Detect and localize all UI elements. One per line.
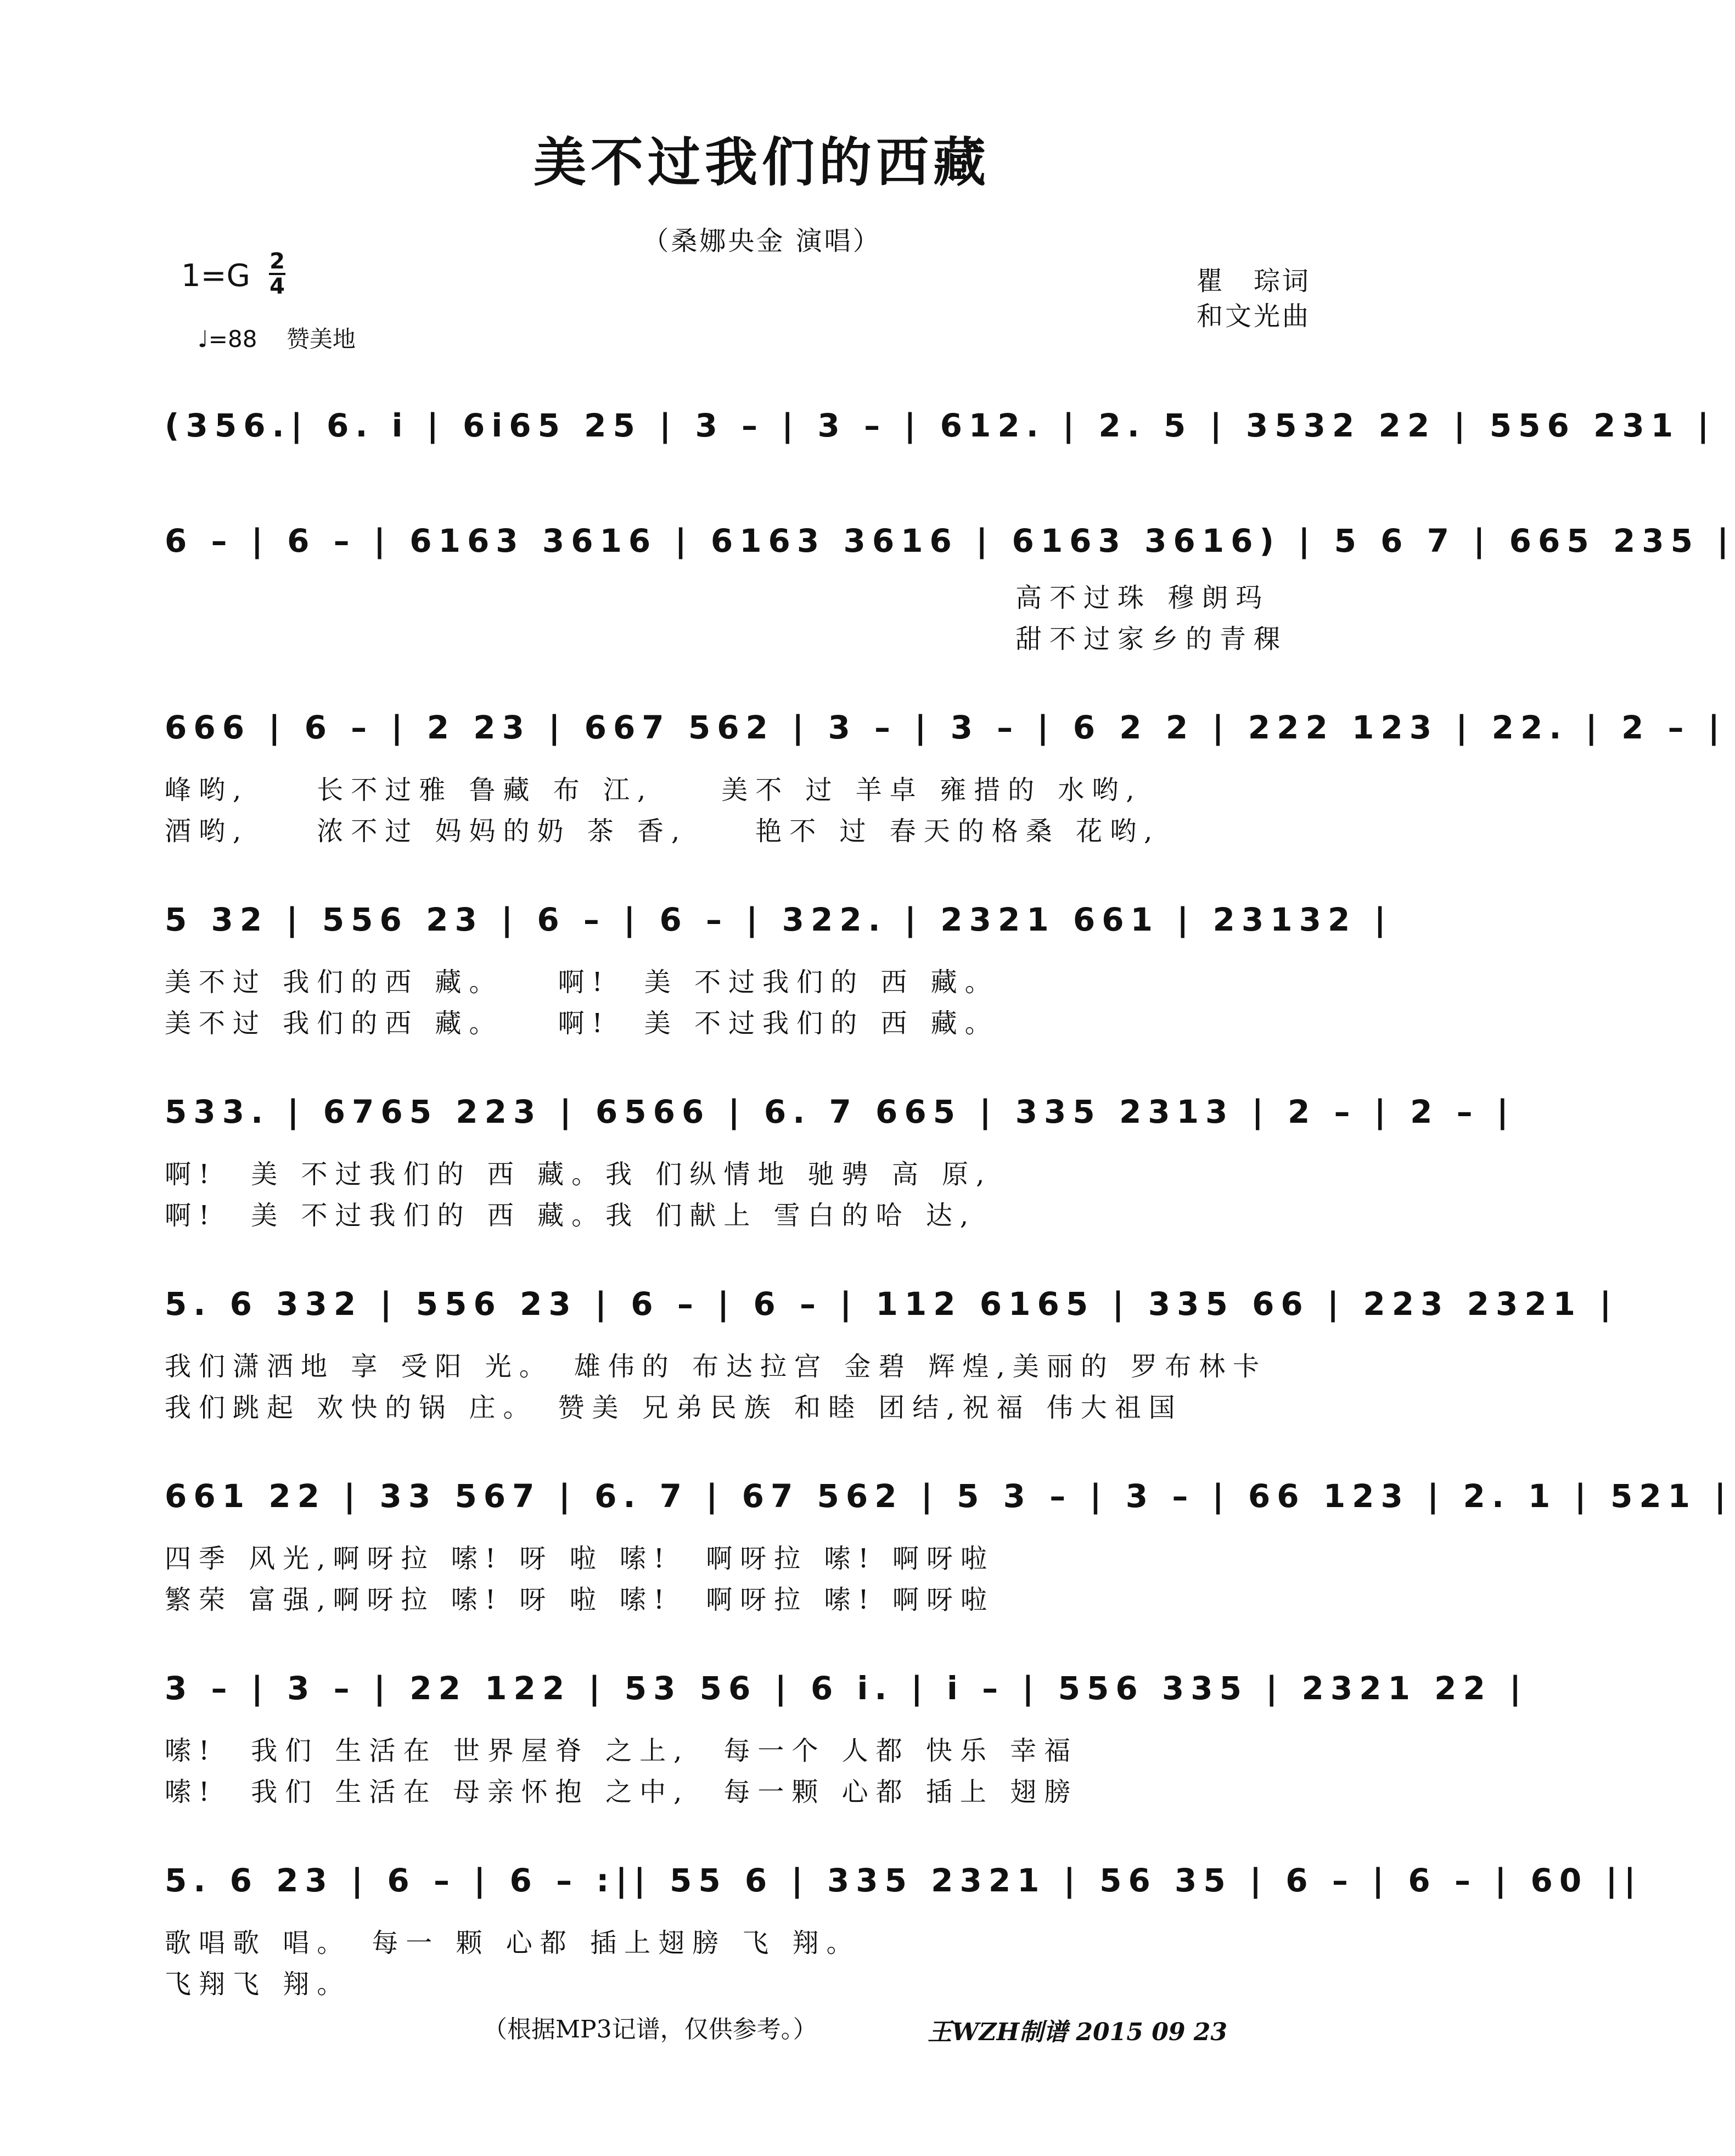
score-system-9 xyxy=(165,1845,1642,1916)
time-signature-top: 2 xyxy=(269,249,285,274)
lyric-line-verse-2: 啊! 美 不过我们的 西 藏。我 们献上 雪白的哈 达, xyxy=(165,1200,976,1231)
lyric-line-verse-2: 繁荣 富强,啊呀拉 嗦! 呀 啦 嗦! 啊呀拉 嗦! 啊呀啦 xyxy=(165,1584,995,1615)
lyric-line-verse-1: 峰哟, 长不过雅 鲁藏 布 江, 美不 过 羊卓 雍措的 水哟, xyxy=(165,775,1142,805)
notation-line: 5. 6 332 | 556 23 | 6 – | 6 – | 112 6165 | 335 66 | 223 2321 | xyxy=(165,1285,1618,1323)
lyric-line-verse-1: 嗦! 我们 生活在 世界屋脊 之上, 每一个 人都 快乐 幸福 xyxy=(165,1735,1079,1766)
lyric-line-verse-1: 啊! 美 不过我们的 西 藏。我 们纵情地 驰骋 高 原, xyxy=(165,1159,992,1190)
singer-credit: （桑娜央金 演唱） xyxy=(642,226,881,256)
notation-line: 533. | 6765 223 | 6566 | 6. 7 665 | 335 2313 | 2 – | 2 – | xyxy=(165,1093,1515,1130)
time-signature xyxy=(269,250,285,298)
notation-line: (356.| 6. i | 6i65 25 | 3 – | 3 – | 612. | 2. 5 | 3532 22 | 556 231 | xyxy=(165,407,1716,444)
notation-line: 5. 6 23 | 6 – | 6 – :|| 55 6 | 335 2321 | 56 35 | 6 – | 6 – | 60 || xyxy=(165,1862,1642,1899)
lyric-line-verse-2: 美不过 我们的西 藏。 啊! 美 不过我们的 西 藏。 xyxy=(165,1008,999,1039)
lyric-line-verse-1: 高不过珠 穆朗玛 xyxy=(1015,583,1270,613)
lyric-line-verse-1: 歌唱歌 唱。 每一 颗 心都 插上翅膀 飞 翔。 xyxy=(165,1928,861,1958)
notation-line: 5 32 | 556 23 | 6 – | 6 – | 322. | 2321 661 | 23132 | xyxy=(165,901,1393,938)
score-system-5 xyxy=(165,1076,1515,1147)
score-system-7 xyxy=(165,1460,1733,1532)
notation-line: 3 – | 3 – | 22 122 | 53 56 | 6 i. | i – | 556 335 | 2321 22 | xyxy=(165,1670,1528,1707)
lyric-line-verse-2: 我们跳起 欢快的锅 庄。 赞美 兄弟民族 和睦 团结,祝福 伟大祖国 xyxy=(165,1392,1183,1423)
lyric-line-verse-2: 甜不过家乡的青稞 xyxy=(1015,624,1288,654)
score-system-2 xyxy=(165,505,1735,576)
footer-note: （根据MP3记谱，仅供参考。） xyxy=(483,2015,817,2043)
score-system-4 xyxy=(165,884,1393,955)
transcriber-signature: 王WZH制谱 2015 09 23 xyxy=(928,2018,1227,2046)
expression-marking: 赞美地 xyxy=(286,326,356,352)
time-signature-bottom: 4 xyxy=(269,274,285,299)
notation-line: 666 | 6 – | 2 23 | 667 562 | 3 – | 3 – | 6 2 2 | 222 123 | 22. | 2 – | xyxy=(165,709,1726,746)
lyric-line-verse-2: 酒哟, 浓不过 妈妈的奶 茶 香, 艳不 过 春天的格桑 花哟, xyxy=(165,816,1160,847)
lyricist-credit: 瞿 琮词 xyxy=(1197,266,1311,296)
composer-credit: 和文光曲 xyxy=(1197,301,1311,332)
lyric-line-verse-2: 飞翔飞 翔。 xyxy=(165,1969,351,2000)
notation-line: 661 22 | 33 567 | 6. 7 | 67 562 | 5 3 – | 3 – | 66 123 | 2. 1 | 521 | xyxy=(165,1477,1733,1515)
key-signature: 1=G xyxy=(181,258,250,294)
song-title: 美不过我们的西藏 xyxy=(534,131,990,193)
lyric-line-verse-2: 嗦! 我们 生活在 母亲怀抱 之中, 每一颗 心都 插上 翅膀 xyxy=(165,1777,1079,1807)
credits xyxy=(1197,264,1311,334)
score-system-6 xyxy=(165,1268,1618,1340)
lyric-line-verse-1: 四季 风光,啊呀拉 嗦! 呀 啦 嗦! 啊呀拉 嗦! 啊呀啦 xyxy=(165,1543,995,1574)
score-system-1 xyxy=(165,390,1716,461)
score-system-8 xyxy=(165,1653,1528,1724)
lyric-line-verse-1: 美不过 我们的西 藏。 啊! 美 不过我们的 西 藏。 xyxy=(165,967,999,998)
tempo-value: ♩=88 xyxy=(198,326,257,352)
score-system-3 xyxy=(165,692,1726,763)
lyric-line-verse-1: 我们潇洒地 享 受阳 光。 雄伟的 布达拉宫 金碧 辉煌,美丽的 罗布林卡 xyxy=(165,1351,1267,1382)
notation-line: 6 – | 6 – | 6163 3616 | 6163 3616 | 6163 3616) | 5 6 7 | 665 235 | xyxy=(165,522,1735,559)
tempo-marking xyxy=(198,321,356,354)
